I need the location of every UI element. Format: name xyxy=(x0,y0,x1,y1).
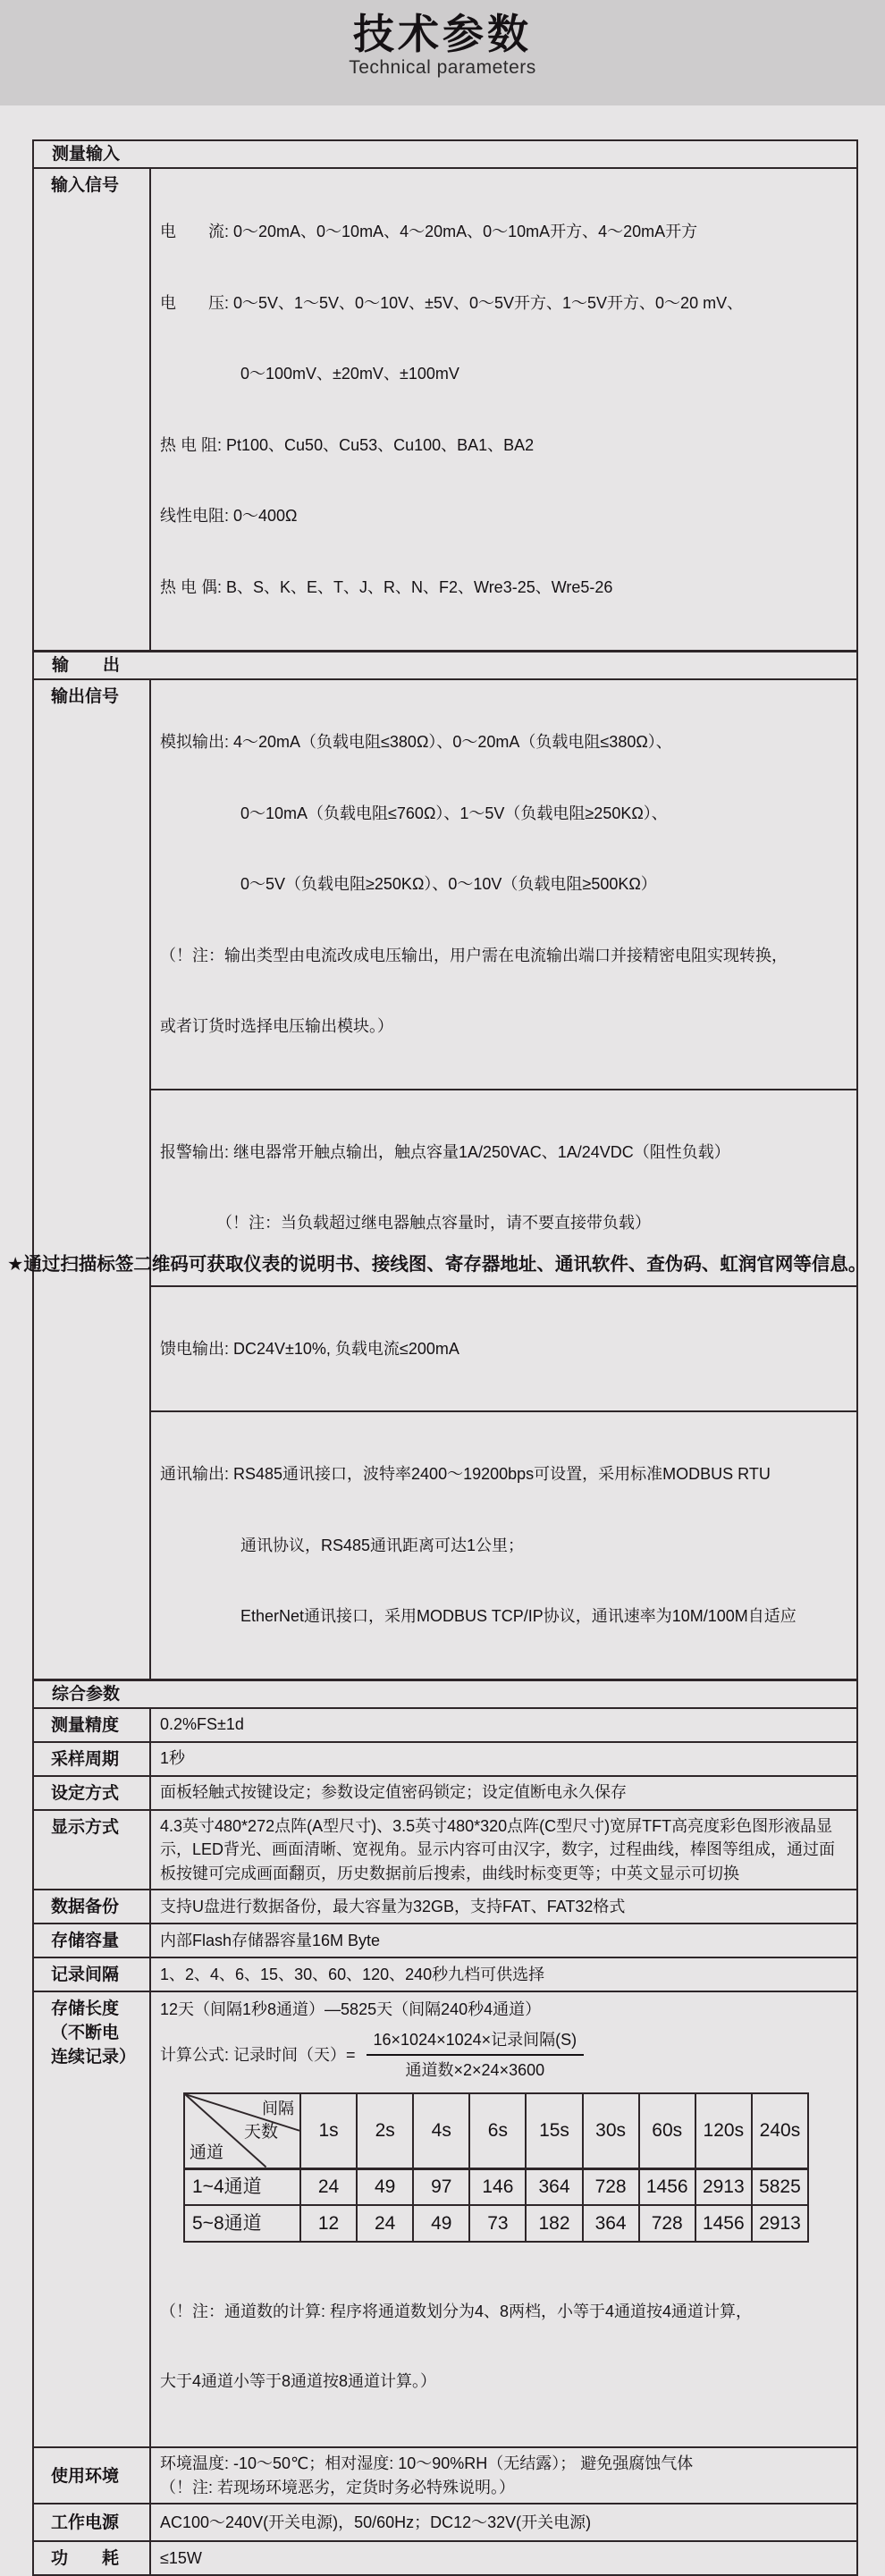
matrix-row-1-4 xyxy=(184,2168,808,2205)
feed-output-block xyxy=(151,1285,856,1411)
row-label-line: 连续记录） xyxy=(51,2048,137,2067)
matrix-cell: 2913 xyxy=(695,2168,752,2205)
matrix-cell: 24 xyxy=(357,2205,413,2242)
row-label-text: 显示方式 xyxy=(51,1817,120,1837)
matrix-col-header: 15s xyxy=(526,2093,582,2168)
section-title: 测量输入 xyxy=(52,145,121,164)
row-label-text: 设定方式 xyxy=(51,1783,120,1803)
value-line: 热 电 偶: B、S、K、E、T、J、R、N、F2、Wre3-25、Wre5-26 xyxy=(160,577,613,596)
matrix-col-header: 30s xyxy=(583,2093,639,2168)
value-line: 模拟输出: 4～20mA（负载电阻≤380Ω）、0～20mA（负载电阻≤380Ω）、 xyxy=(160,733,672,751)
matrix-col-header: 4s xyxy=(413,2093,469,2168)
matrix-cell: 24 xyxy=(300,2168,357,2205)
row-label xyxy=(34,2448,151,2503)
value-line: EtherNet通讯接口，采用MODBUS TCP/IP协议，通讯速率为10M/100M自适应 xyxy=(160,1607,796,1625)
row-value xyxy=(151,169,856,650)
row-storage-length xyxy=(34,1991,856,2446)
matrix-col-header: 1s xyxy=(300,2093,357,2168)
row-value: 支持U盘进行数据备份，最大容量为32GB，支持FAT、FAT32格式 xyxy=(160,1897,626,1915)
value-line: 环境温度: -10～50℃；相对湿度: 10～90%RH（无结露）； 避免强腐蚀气体 xyxy=(160,2454,694,2472)
matrix-col-header: 2s xyxy=(357,2093,413,2168)
row-label-text: 使用环境 xyxy=(51,2466,120,2486)
row-setting xyxy=(34,1775,856,1809)
matrix-row-label: 1~4通道 xyxy=(184,2168,300,2205)
corner-label-channel: 通道 xyxy=(190,2142,224,2162)
section-row-measure-input xyxy=(34,141,856,167)
matrix-cell: 1456 xyxy=(639,2168,695,2205)
matrix-cell: 97 xyxy=(413,2168,469,2205)
matrix-col-header: 6s xyxy=(469,2093,526,2168)
row-accuracy xyxy=(34,1707,856,1741)
matrix-corner-cell xyxy=(184,2093,300,2168)
value-line: 0～10mA（负载电阻≤760Ω）、1～5V（负载电阻≥250KΩ）、 xyxy=(160,804,668,822)
row-label-text: 输出信号 xyxy=(51,687,120,706)
row-value: 1秒 xyxy=(160,1749,186,1768)
row-value: 内部Flash存储器容量16M Byte xyxy=(160,1931,381,1949)
row-consumption xyxy=(34,2540,856,2574)
corner-label-days: 天数 xyxy=(243,2122,278,2142)
row-value: 4.3英寸480*272点阵(A型尺寸)、3.5英寸480*320点阵(C型尺寸)宽屏TFT高亮度彩色图形液晶显示，LED背光、画面清晰、宽视角。显示内容可由汉字，数字，过程曲线，棒图等组成，通过面板按键可完成画面翻页，历史数据前后搜索，曲线时标变更等；中英文显示可切换 xyxy=(160,1816,836,1882)
value-line: （！注：输出类型由电流改成电压输出，用户需在电流输出端口并接精密电阻实现转换， xyxy=(160,946,788,964)
matrix-col-header: 240s xyxy=(752,2093,808,2168)
row-label-text: 记录间隔 xyxy=(51,1966,120,1984)
row-interval xyxy=(34,1957,856,1991)
row-label xyxy=(34,1743,151,1775)
row-value: 面板轻触式按键设定；参数设定值密码锁定；设定值断电永久保存 xyxy=(160,1783,627,1802)
page-title: 技术参数 xyxy=(353,11,532,57)
row-label-text: 功 耗 xyxy=(51,2549,120,2568)
row-value: ≤15W xyxy=(160,2548,202,2567)
row-label xyxy=(34,1890,151,1923)
row-label-line: 存储长度 xyxy=(51,1999,120,2018)
row-value: 1、2、4、6、15、30、60、120、240秒九档可供选择 xyxy=(160,1965,545,1983)
matrix-cell: 73 xyxy=(469,2205,526,2242)
row-output-signal xyxy=(34,678,856,1679)
row-label xyxy=(34,169,151,650)
record-days-matrix xyxy=(183,2092,809,2243)
section-title: 综合参数 xyxy=(52,1684,121,1704)
matrix-cell: 182 xyxy=(526,2205,582,2242)
matrix-col-header: 120s xyxy=(695,2093,752,2168)
storage-note xyxy=(160,2253,847,2439)
row-label xyxy=(34,680,151,1679)
matrix-cell: 728 xyxy=(583,2168,639,2205)
formula-fraction xyxy=(367,2028,585,2082)
row-display xyxy=(34,1809,856,1890)
row-environment xyxy=(34,2446,856,2503)
matrix-cell: 728 xyxy=(639,2205,695,2242)
matrix-col-header: 60s xyxy=(639,2093,695,2168)
matrix-cell: 12 xyxy=(300,2205,357,2242)
row-label-line: （不断电 xyxy=(51,2024,120,2042)
analog-output-block xyxy=(151,680,856,1089)
value-line: 大于4通道小等于8通道按8通道计算。） xyxy=(160,2372,437,2390)
page-header xyxy=(0,0,885,105)
value-line: 通讯协议，RS485通讯距离可达1公里； xyxy=(160,1536,525,1554)
row-label xyxy=(34,1811,151,1890)
row-value xyxy=(151,1992,856,2446)
spec-table xyxy=(32,139,858,2576)
value-line: 0～100mV、±20mV、±100mV xyxy=(160,365,459,383)
section-title: 输 出 xyxy=(52,656,121,675)
row-value: 0.2%FS±1d xyxy=(160,1715,244,1734)
row-label xyxy=(34,1992,151,2446)
storage-formula xyxy=(160,2028,847,2082)
section-row-output xyxy=(34,650,856,678)
matrix-cell: 5825 xyxy=(752,2168,808,2205)
row-label xyxy=(34,1924,151,1957)
row-label xyxy=(34,1709,151,1741)
corner-label-interval: 间隔 xyxy=(262,2100,294,2117)
comm-output-block xyxy=(151,1410,856,1679)
footer-note: ★通过扫描标签二维码可获取仪表的说明书、接线图、寄存器地址、通讯软件、查伪码、虹润官网等信息。 xyxy=(7,1254,867,1275)
matrix-header-row xyxy=(184,2093,808,2168)
matrix-cell: 49 xyxy=(413,2205,469,2242)
row-label xyxy=(34,1958,151,1991)
value-line: 热 电 阻: Pt100、Cu50、Cu53、Cu100、BA1、BA2 xyxy=(160,435,535,454)
matrix-cell: 2913 xyxy=(752,2205,808,2242)
matrix-cell: 364 xyxy=(583,2205,639,2242)
row-label xyxy=(34,2542,151,2574)
row-label-text: 存储容量 xyxy=(51,1932,120,1950)
row-label-text: 测量精度 xyxy=(51,1715,120,1735)
matrix-cell: 1456 xyxy=(695,2205,752,2242)
row-capacity xyxy=(34,1923,856,1957)
row-sampling xyxy=(34,1741,856,1775)
matrix-cell: 146 xyxy=(469,2168,526,2205)
matrix-row-5-8 xyxy=(184,2205,808,2242)
value-line: （！注: 若现场环境恶劣，定货时务必特殊说明。） xyxy=(160,2478,515,2496)
row-input-signal xyxy=(34,167,856,650)
storage-range: 12天（间隔1秒8通道）—5825天（间隔240秒4通道） xyxy=(160,2000,542,2018)
formula-denominator: 通道数×2×24×3600 xyxy=(405,2061,545,2079)
matrix-row-label: 5~8通道 xyxy=(184,2205,300,2242)
value-line: 线性电阻: 0～400Ω xyxy=(160,507,298,525)
value-line: 报警输出: 继电器常开触点输出，触点容量1A/250VAC、1A/24VDC（阻性负载） xyxy=(160,1142,730,1161)
value-line: 0～5V（负载电阻≥250KΩ）、0～10V（负载电阻≥500KΩ） xyxy=(160,875,657,893)
row-label-text: 数据备份 xyxy=(51,1898,120,1916)
section-row-general xyxy=(34,1679,856,1707)
row-label-text: 输入信号 xyxy=(51,176,120,195)
row-value xyxy=(151,680,856,1679)
value-line: 电 流: 0～20mA、0～10mA、4～20mA、0～10mA开方、4～20mA开方 xyxy=(160,223,698,240)
page-subtitle: Technical parameters xyxy=(349,57,536,78)
row-label xyxy=(34,2504,151,2540)
matrix-cell: 364 xyxy=(526,2168,582,2205)
matrix-cell: 49 xyxy=(357,2168,413,2205)
value-line: 馈电输出: DC24V±10%, 负载电流≤200mA xyxy=(160,1339,459,1358)
formula-numerator: 16×1024×1024×记录间隔(S) xyxy=(367,2028,585,2056)
row-value xyxy=(151,2448,856,2503)
row-backup xyxy=(34,1889,856,1923)
row-label xyxy=(34,1777,151,1809)
formula-prefix: 计算公式: 记录时间（天）= xyxy=(160,2046,356,2064)
value-line: 电 压: 0～5V、1～5V、0～10V、±5V、0～5V开方、1～5V开方、0～20 mV、 xyxy=(160,293,744,312)
row-label-text: 工作电源 xyxy=(51,2513,120,2532)
value-line: （！注：当负载超过继电器触点容量时，请不要直接带负载） xyxy=(160,1214,651,1232)
value-line: 或者订货时选择电压输出模块。） xyxy=(160,1017,393,1035)
row-power xyxy=(34,2503,856,2540)
row-value: AC100～240V(开关电源)，50/60Hz；DC12～32V(开关电源) xyxy=(160,2513,592,2531)
row-label-text: 采样周期 xyxy=(51,1749,120,1769)
value-line: 通讯输出: RS485通讯接口，波特率2400～19200bps可设置，采用标准MODBUS RTU xyxy=(160,1465,771,1483)
value-line: （！注：通道数的计算: 程序将通道数划分为4、8两档，小等于4通道按4通道计算， xyxy=(160,2302,753,2320)
